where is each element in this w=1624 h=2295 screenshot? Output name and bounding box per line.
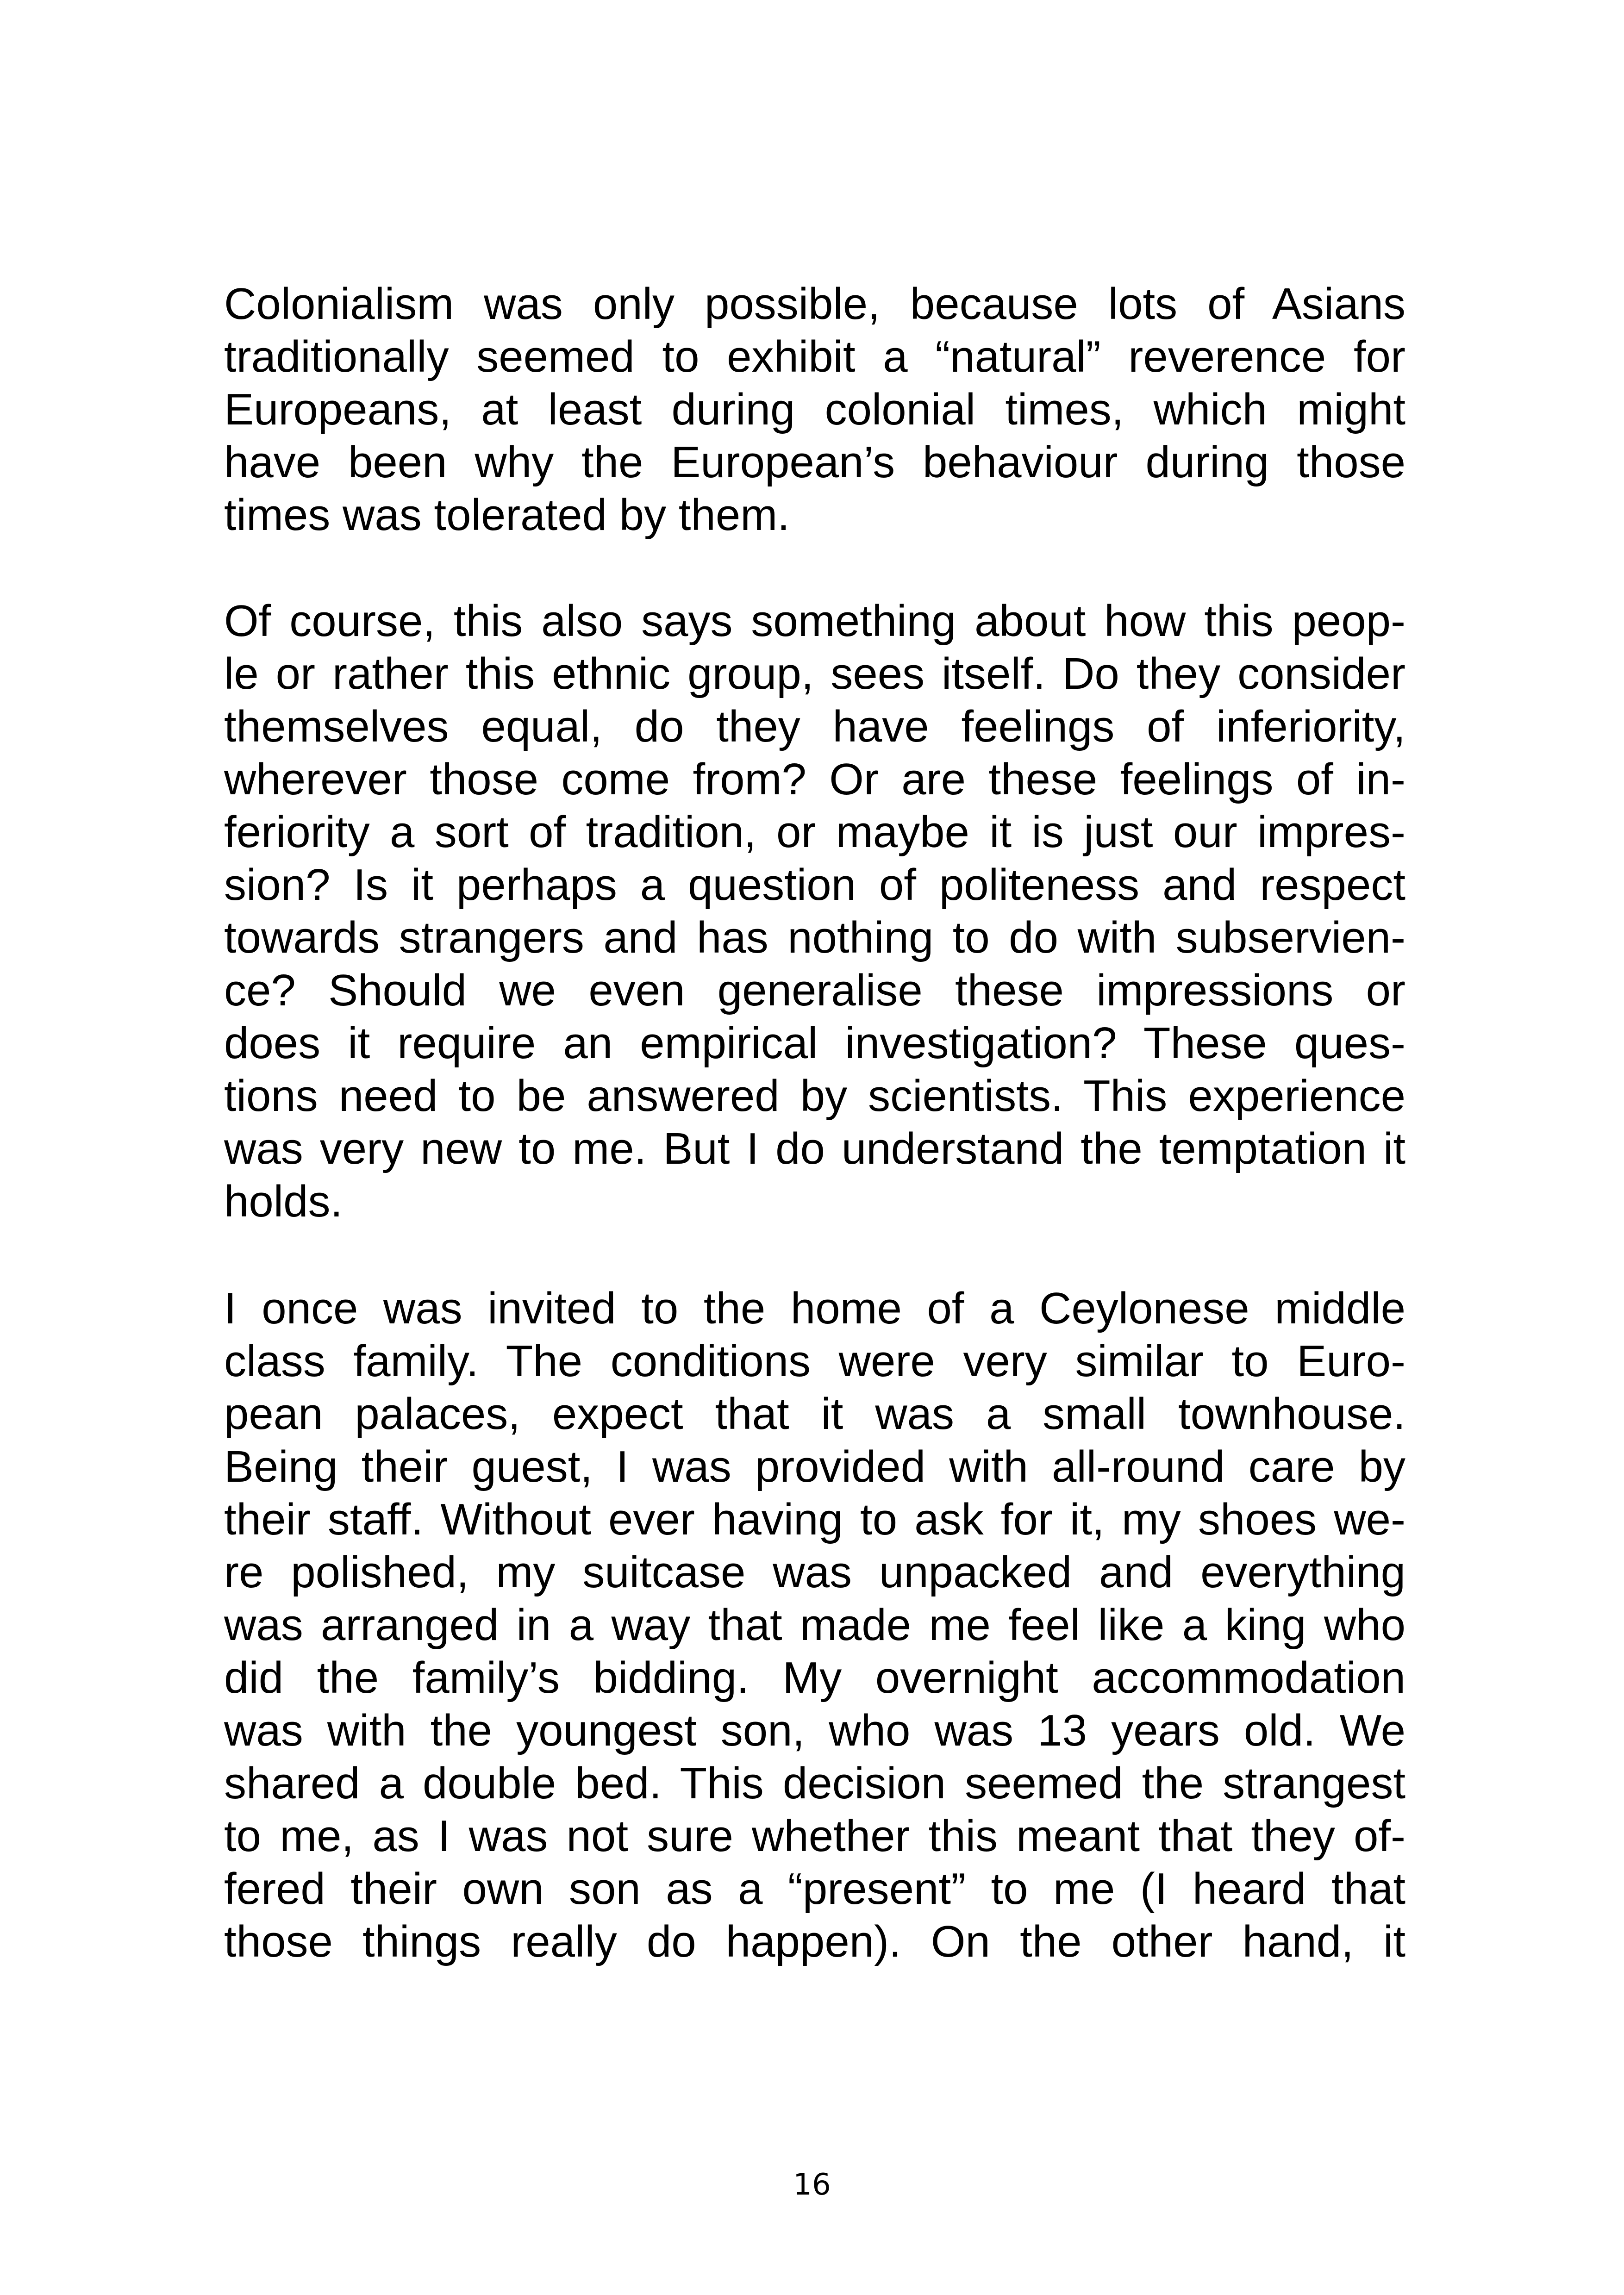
text-line: was very new to me. But I do understand the temptation it	[224, 1124, 1405, 1173]
text-line: pean palaces, expect that it was a small townhouse.	[224, 1389, 1405, 1439]
text-line: Being their guest, I was provided with all-round care by	[224, 1442, 1405, 1491]
text-line: themselves equal, do they have feelings of inferiority,	[224, 702, 1405, 751]
text-line: have been why the European’s behaviour during those	[224, 437, 1405, 487]
text-line: ce? Should we even generalise these impressions or	[224, 966, 1405, 1015]
paragraph-2	[224, 595, 1405, 1228]
text-line: was with the youngest son, who was 13 years old. We	[224, 1706, 1405, 1755]
text-line: le or rather this ethnic group, sees itself. Do they consider	[224, 649, 1405, 698]
text-line: those things really do happen). On the other hand, it	[224, 1917, 1405, 1966]
text-line: traditionally seemed to exhibit a “natural” reverence for	[224, 332, 1405, 381]
text-line: Europeans, at least during colonial times, which might	[224, 385, 1405, 434]
text-line: feriority a sort of tradition, or maybe it is just our impres-	[224, 807, 1405, 857]
text-line: did the family’s bidding. My overnight accommodation	[224, 1653, 1405, 1703]
text-line: sion? Is it perhaps a question of politeness and respect	[224, 860, 1405, 910]
text-line: does it require an empirical investigation? These ques-	[224, 1018, 1405, 1068]
text-line: wherever those come from? Or are these feelings of in-	[224, 755, 1405, 804]
text-line: I once was invited to the home of a Ceylonese middle	[224, 1284, 1405, 1333]
text-line: Colonialism was only possible, because lots of Asians	[224, 279, 1405, 329]
text-line: class family. The conditions were very similar to Euro-	[224, 1336, 1405, 1386]
text-line: shared a double bed. This decision seemed the strangest	[224, 1759, 1405, 1808]
text-line: tions need to be answered by scientists. This experience	[224, 1071, 1405, 1121]
text-line: was arranged in a way that made me feel like a king who	[224, 1600, 1405, 1650]
text-line: fered their own son as a “present” to me (I heard that	[224, 1864, 1405, 1914]
text-line: times was tolerated by them.	[224, 490, 790, 540]
text-line: to me, as I was not sure whether this meant that they of-	[224, 1811, 1405, 1861]
paragraph-1	[224, 278, 1405, 542]
text-line: holds.	[224, 1177, 343, 1226]
page-number: 16	[793, 2168, 831, 2202]
text-line: Of course, this also says something about how this peop-	[224, 596, 1405, 646]
text-line: their staff. Without ever having to ask for it, my shoes we-	[224, 1495, 1405, 1544]
paragraph-3	[224, 1282, 1405, 1968]
text-line: re polished, my suitcase was unpacked and everything	[224, 1547, 1405, 1597]
text-line: towards strangers and has nothing to do with subservien-	[224, 913, 1405, 962]
